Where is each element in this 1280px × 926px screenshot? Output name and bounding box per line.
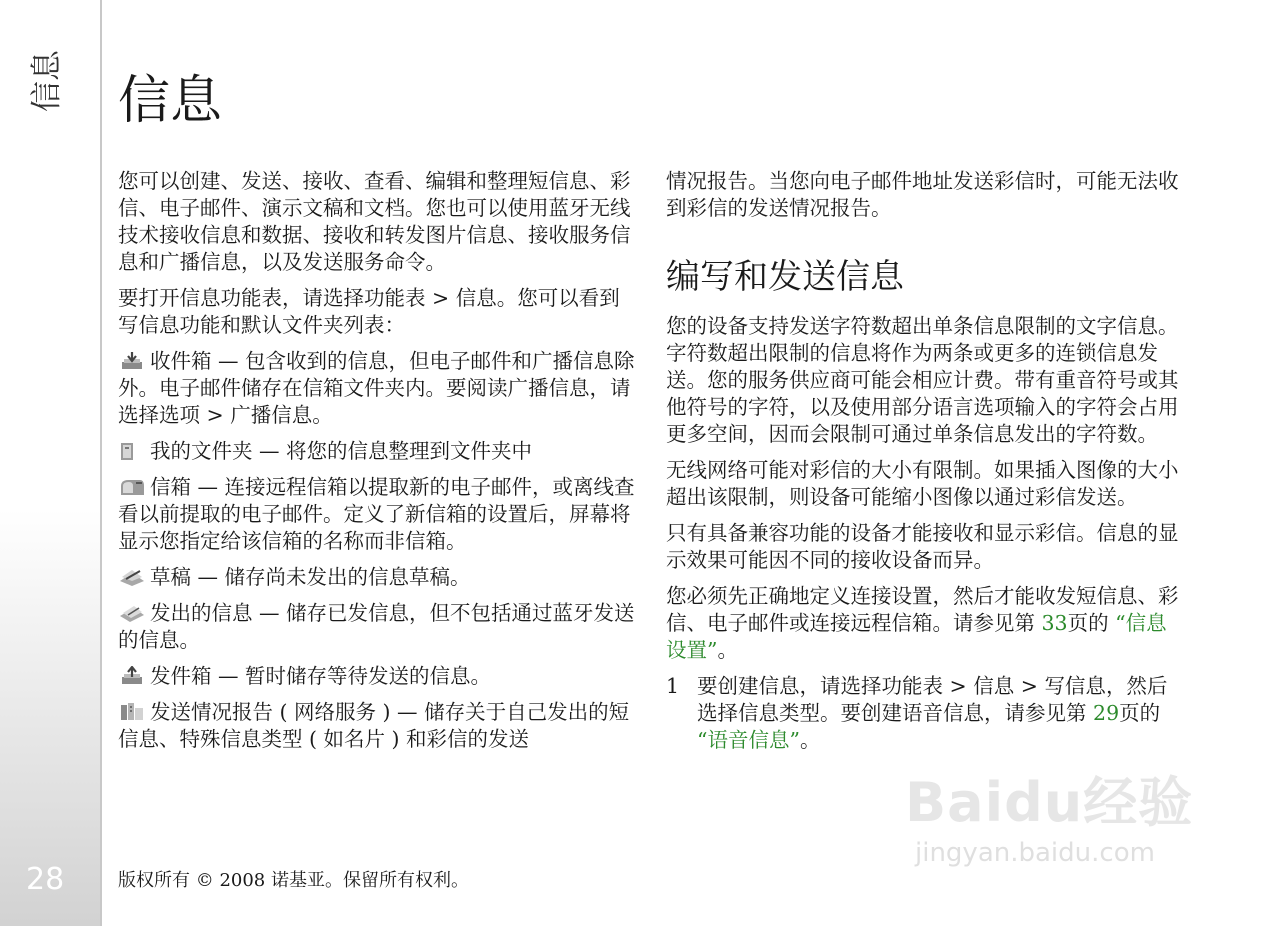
text: — 储存已发信息，但不包括通过蓝牙发送的信息。 xyxy=(118,601,635,652)
watermark-url: jingyan.baidu.com xyxy=(915,838,1155,868)
text: 。 xyxy=(717,638,738,662)
left-column xyxy=(118,168,638,762)
menu-term: 功能表 xyxy=(364,286,426,310)
paragraph-mms-size: 无线网络可能对彩信的大小有限制。如果插入图像的大小超出该限制，则设备可能缩小图像以通过彩信发送。 xyxy=(666,458,1179,509)
page-reference[interactable]: 29 xyxy=(1093,701,1120,725)
step-item xyxy=(666,673,1186,754)
folder-name: 发出的信息 xyxy=(150,601,253,625)
sidebar xyxy=(0,0,102,926)
menu-term: 功能表 xyxy=(881,674,943,698)
folder-name: 发送情况报告 xyxy=(150,700,273,724)
sent-item xyxy=(118,600,638,654)
menu-term: 选项 xyxy=(159,403,200,427)
menu-term: 写信息 xyxy=(118,313,180,337)
text: — 将您的信息整理到文件夹中 xyxy=(252,439,533,463)
paragraph-connection-settings xyxy=(666,583,1186,664)
menu-term: 信箱 xyxy=(302,376,344,400)
text: 您必须先正确地定义连接设置，然后才能收发短信息、彩信、电子邮件或连接远程信箱。请参见第 xyxy=(666,584,1179,635)
folder-icon xyxy=(118,441,146,461)
text: ( 网络服务 ) — 储存关于自己发出的短信息、特殊信息类型 ( 如名片 ) 和彩信的发送 xyxy=(118,700,630,751)
text: — 连接远程信箱以提取新的电子邮件，或离线查看以前提取的电子邮件。定义了新信箱的设置后，屏幕将显示您指定给该信箱的名称而非 xyxy=(118,475,635,553)
menu-term: 语音信息 xyxy=(902,701,984,725)
text: 要打开 xyxy=(118,286,180,310)
text: 。 xyxy=(312,403,333,427)
text: 要创建信息，请选择 xyxy=(697,674,882,698)
cross-reference-link[interactable]: “语音信息” xyxy=(697,728,800,752)
menu-term: 信息 xyxy=(179,286,221,310)
section-heading: 编写和发送信息 xyxy=(666,257,904,297)
text: 功能表，请选择 xyxy=(220,286,364,310)
menu-term: 信息 xyxy=(455,286,497,310)
folder-name: 收件箱 xyxy=(150,349,212,373)
text: 文件夹内。要阅读广播信息，请选择 xyxy=(118,376,631,427)
text: ，然后选择信息类型。要创建 xyxy=(697,674,1168,725)
text: ，请参见第 xyxy=(984,701,1094,725)
paragraph-compatibility: 只有具备兼容功能的设备才能接收和显示彩信。信息的显示效果可能因不同的接收设备而异。 xyxy=(666,521,1179,572)
folder-name: 草稿 xyxy=(150,565,191,589)
text: > xyxy=(1014,674,1045,698)
intro-paragraph: 您可以创建、发送、接收、查看、编辑和整理短信息、彩信、电子邮件、演示文稿和文档。您也可以使用蓝牙无线技术接收信息和数据、接收和转发图片信息、接收服务信息和广播信息，以及发送服务命令。 xyxy=(118,169,631,274)
text: 。 xyxy=(799,728,821,752)
page-reference[interactable]: 33 xyxy=(1041,611,1068,635)
text: > xyxy=(425,286,456,310)
continued-paragraph: 情况报告。当您向电子邮件地址发送彩信时，可能无法收到彩信的发送情况报告。 xyxy=(666,169,1179,220)
menu-term: 广播信息 xyxy=(230,403,313,427)
text: > xyxy=(943,674,974,698)
right-column xyxy=(666,168,1186,754)
step-number: 1 xyxy=(666,674,680,698)
page-number: 28 xyxy=(26,862,65,897)
steps-list xyxy=(666,673,1186,754)
outbox-item xyxy=(118,663,638,690)
text: > xyxy=(200,403,231,427)
menu-term: 写信息 xyxy=(1044,674,1106,698)
drafts-icon xyxy=(118,567,146,587)
outbox-icon xyxy=(118,666,146,686)
inbox-icon xyxy=(118,351,146,371)
menu-term: 信息 xyxy=(973,674,1015,698)
paragraph-long-messages: 您的设备支持发送字符数超出单条信息限制的文字信息。字符数超出限制的信息将作为两条或更多的连锁信息发送。您的服务供应商可能会相应计费。带有重音符号或其他符号的字符，以及使用部分语言选项输入的字符会占用更多空间，因而会限制可通过单条信息发出的字符数。 xyxy=(666,314,1179,446)
mailbox-icon xyxy=(118,477,146,497)
copyright-footer: 版权所有 © 2008 诺基亚。保留所有权利。 xyxy=(118,870,469,891)
cross-reference-link[interactable]: “信息设置” xyxy=(666,611,1167,662)
menu-term: 信箱 xyxy=(405,529,446,553)
text: 页的 xyxy=(1067,611,1116,635)
folder-name: 发件箱 xyxy=(150,664,212,688)
folder-name: 我的文件夹 xyxy=(150,439,253,463)
drafts-item xyxy=(118,564,638,591)
reports-item xyxy=(118,699,638,753)
watermark xyxy=(905,760,1205,880)
delivery-reports-icon xyxy=(118,702,146,722)
text: — 暂时储存等待发送的信息。 xyxy=(211,664,492,688)
text: — 储存尚未发出的信息草稿。 xyxy=(191,565,471,589)
text: 页的 xyxy=(1119,701,1161,725)
page-title: 信息 xyxy=(118,71,223,131)
chapter-label: 信息 xyxy=(29,50,65,112)
inbox-item xyxy=(118,348,638,429)
mailbox-item xyxy=(118,474,638,555)
my-folders-item xyxy=(118,438,638,465)
open-paragraph xyxy=(118,285,638,339)
text: 。您可以看到 xyxy=(496,286,620,310)
sent-icon xyxy=(118,603,146,623)
folder-name: 信箱 xyxy=(150,475,191,499)
text: 功能和默认文件夹列表： xyxy=(179,313,405,337)
text: — 包含收到的信息，但电子邮件和广播信息除外。电子邮件储存在 xyxy=(118,349,635,400)
text: 。 xyxy=(446,529,467,553)
watermark-logo: Baidu经验 xyxy=(905,771,1194,834)
